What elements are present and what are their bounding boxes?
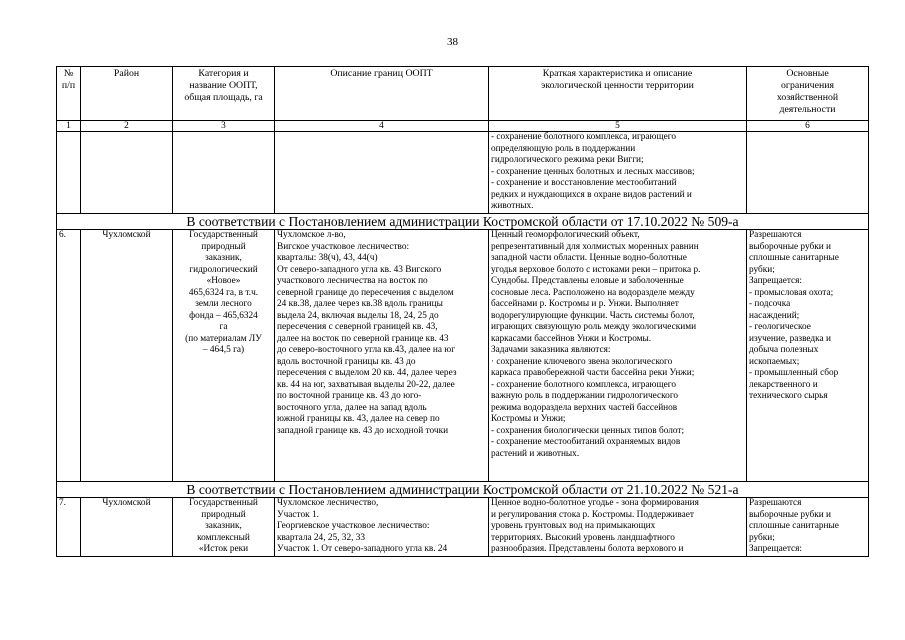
row-category: Государственный природный заказник, комплексный «Исток реки: [173, 498, 275, 557]
column-number: 2: [81, 121, 173, 132]
continuation-row: [57, 132, 869, 214]
column-number: 1: [57, 121, 81, 132]
section-heading: В соответствии с Постановлением администрации Костромской области от 21.10.2022 № 521-а: [57, 482, 869, 498]
section-heading-row: [57, 482, 869, 498]
cell-empty: [57, 132, 81, 214]
row-number: 7.: [57, 498, 81, 557]
column-number-row: [57, 121, 869, 132]
cell-empty: [173, 132, 275, 214]
section-heading-row: [57, 214, 869, 230]
header-restrictions: Основные ограничения хозяйственной деятельности: [747, 67, 869, 121]
row-description: Ценный геоморфологический объект, репрезентативный для холмистых моренных равнин западной части области. Ценные водно-болотные угодья верховое болото с истоками реки – притока р. Сундобы. Представлены еловые и заболоченные сосновые леса. Расположено на водоразделе между бассейнами р. Костромы и р. Унжи. Выполняет водорегулирующие функции. Часть системы болот, играющих связующую роль между экологическими каркасами бассейнов Унжи и Костромы. Задачами заказника являются: · сохранение ключевого звена экологического каркаса правобережной части бассейна реки Унжи; - сохранение болотного комплекса, играющего важную роль в поддержании гидрологического режима водораздела верхних частей бассейнов Костромы и Унжи; - сохранения биологически ценных типов болот; - сохранение местообитаний охраняемых видов растений и животных.: [489, 230, 747, 482]
row-boundaries: Чухломское лесничество, Участок 1. Георгиевское участковое лесничество: квартала 24, 25, 32, 33 Участок 1. От северо-западного угла кв. 24: [275, 498, 489, 557]
row-district: Чухломской: [81, 230, 173, 482]
cell-empty: [747, 132, 869, 214]
table-row: [57, 230, 869, 482]
cell-empty: [275, 132, 489, 214]
row-restrictions: Разрешаются выборочные рубки и сплошные санитарные рубки; Запрещается: - промысловая охота; - подсочка насаждений; - геологическое изучение, разведка и добыча полезных ископаемых; - промышленный сбор лекарственного и технического сырья: [747, 230, 869, 482]
column-number: 5: [489, 121, 747, 132]
header-boundaries: Описание границ ООПТ: [275, 67, 489, 121]
row-description: Ценное водно-болотное угодье - зона формирования и регулирования стока р. Костромы. Поддерживает уровень грунтовых вод на примыкающих территориях. Высокий уровень ландшафтного разнообразия. Представлены болота верхового и: [489, 498, 747, 557]
header-district: Район: [81, 67, 173, 121]
cell-empty: [81, 132, 173, 214]
column-number: 3: [173, 121, 275, 132]
column-number: 4: [275, 121, 489, 132]
column-number: 6: [747, 121, 869, 132]
table-header-row: [57, 67, 869, 121]
row-restrictions: Разрешаются выборочные рубки и сплошные санитарные рубки; Запрещается:: [747, 498, 869, 557]
continuation-description: - сохранение болотного комплекса, играющего определяющую роль в поддержании гидрологического режима реки Вигги; - сохранение ценных болотных и лесных массивов; - сохранение и восстановление местообитаний редких и нуждающихся в охране видов растений и животных.: [489, 132, 747, 214]
row-boundaries: Чухломское л-во, Вигское участковое лесничество: кварталы: 38(ч), 43, 44(ч) От северо-западного угла кв. 43 Вигского участкового лесничества на восток по северной границе до пересечения с выделом 24 кв.38, далее через кв.38 вдоль границы выдела 24, включая выделы 18, 24, 25 до пересечения с северной границей кв. 43, далее на восток по северной границе кв. 43 до северо-восточного угла кв.43, далее на юг вдоль восточной границы кв. 43 до пересечения с выделом 20 кв. 44, далее через кв. 44 на юг, захватывая выделы 20-22, далее по восточной границе кв. 43 до юго- восточного угла, далее на запад вдоль южной границы кв. 43, далее на север по западной границе кв. 43 до исходной точки: [275, 230, 489, 482]
table-row: [57, 498, 869, 557]
header-num: № п/п: [57, 67, 81, 121]
header-description: Краткая характеристика и описание экологической ценности территории: [489, 67, 747, 121]
section-heading: В соответствии с Постановлением администрации Костромской области от 17.10.2022 № 509-а: [57, 214, 869, 230]
protected-areas-table: [56, 66, 869, 557]
page-number: 38: [447, 36, 458, 48]
row-category: Государственный природный заказник, гидрологический «Новое» 465,6324 га, в т.ч. земли лесного фонда – 465,6324 га (по материалам ЛУ – 464,5 га): [173, 230, 275, 482]
row-number: 6.: [57, 230, 81, 482]
row-district: Чухломской: [81, 498, 173, 557]
header-category: Категория и название ООПТ, общая площадь, га: [173, 67, 275, 121]
